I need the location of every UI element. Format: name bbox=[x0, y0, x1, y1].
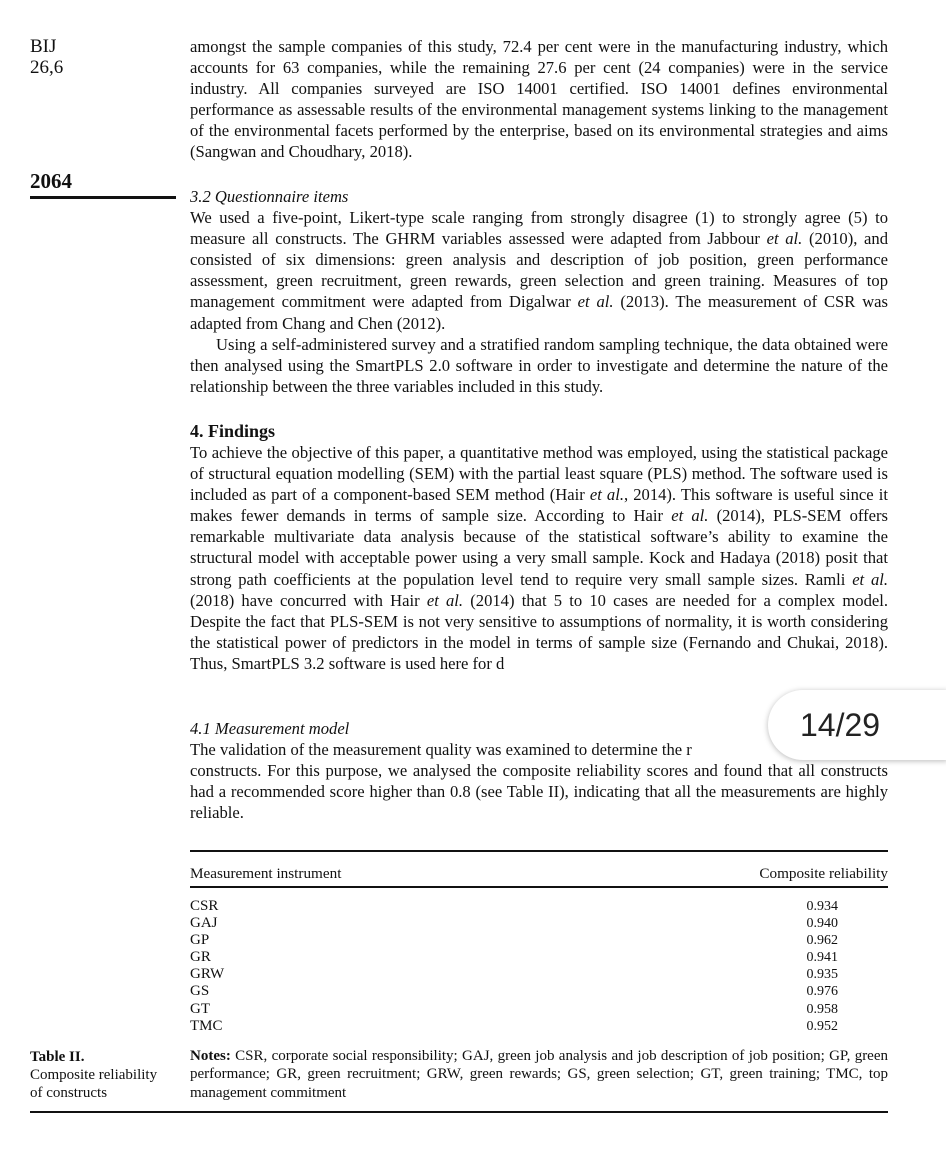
row-reliability: 0.958 bbox=[806, 1001, 838, 1017]
row-instrument: TMC bbox=[190, 1017, 223, 1034]
caption-title: Table II. bbox=[30, 1049, 85, 1065]
section-4-1-paragraph: constructs. For this purpose, we analysed the composite reliability scores and found that all constructs had a recommended score higher than 0.8 (see Table II), indicating that all the measurements are highly reliable. bbox=[190, 761, 888, 823]
journal-volume: 26,6 bbox=[30, 57, 64, 78]
row-instrument: GP bbox=[190, 932, 210, 949]
intro-block bbox=[190, 36, 888, 163]
notes-text: CSR, corporate social responsibility; GAJ, green job analysis and job description of job position; GP, green performance; GR, green recruitment; GRW, green rewards; GS, green selection; GT, green training; TMC, top management commitment bbox=[190, 1048, 888, 1101]
section-3-2 bbox=[190, 186, 888, 397]
section-4-1-line-1: The validation of the measurement quality was examined to determine the r bbox=[190, 740, 692, 760]
page-number-rule bbox=[30, 196, 176, 199]
row-reliability: 0.976 bbox=[806, 984, 838, 1000]
row-instrument: GS bbox=[190, 983, 210, 1000]
row-reliability: 0.934 bbox=[806, 899, 838, 914]
caption-line-1: Composite reliability bbox=[30, 1066, 158, 1083]
row-instrument: CSR bbox=[190, 898, 219, 914]
section-3-2-paragraph-1: We used a five-point, Likert-type scale ranging from strongly disagree (1) to strongly agree (5) to measure all constructs. The GHRM variables assessed were adapted from Jabbour et al. (2010), and consisted of six dimensions: green analysis and description of job position, green performance assessment, green recruitment, green rewards, green selection and green training. Measures of top management commitment were adapted from Digalwar et al. (2013). The measurement of CSR was adapted from Chang and Chen (2012). bbox=[190, 208, 888, 333]
table-row bbox=[190, 966, 838, 983]
table-header bbox=[190, 865, 888, 883]
table-row bbox=[190, 949, 838, 966]
table-row bbox=[190, 983, 838, 1000]
page-number: 2064 bbox=[30, 169, 72, 193]
journal-name: BIJ bbox=[30, 36, 57, 57]
section-3-2-paragraph-2: Using a self-administered survey and a stratified random sampling technique, the data obtained were then analysed using the SmartPLS 2.0 software in order to investigate and determine the nature of the relationship between the three variables included in this study. bbox=[190, 334, 888, 396]
table-row bbox=[190, 1001, 838, 1018]
table-header-instrument: Measurement instrument bbox=[190, 865, 342, 882]
table-row bbox=[190, 915, 838, 932]
row-reliability: 0.935 bbox=[806, 967, 838, 983]
row-instrument: GAJ bbox=[190, 915, 218, 932]
table-row bbox=[190, 932, 838, 949]
notes-label: Notes: bbox=[190, 1048, 231, 1064]
row-reliability: 0.952 bbox=[806, 1018, 838, 1034]
table-body bbox=[190, 898, 838, 1035]
table-header-reliability: Composite reliability bbox=[759, 865, 888, 882]
row-reliability: 0.940 bbox=[806, 916, 838, 932]
row-instrument: GT bbox=[190, 1000, 210, 1017]
journal-info bbox=[30, 36, 63, 78]
table-row bbox=[190, 1018, 838, 1035]
page-indicator[interactable]: 14/29 bbox=[768, 690, 946, 760]
row-reliability: 0.941 bbox=[806, 950, 838, 966]
section-4-paragraph: To achieve the objective of this paper, a quantitative method was employed, using the statistical package of structural equation modelling (SEM) with the partial least square (PLS) method. The software used is included as part of a component-based SEM method (Hair et al., 2014). This software is useful since it makes fewer demands in terms of sample size. According to Hair et al. (2014), PLS-SEM offers remarkable multivariate data analysis because of the statistical software’s ability to examine the structural model with acceptable power using a very small sample. Kock and Hadaya (2018) posit that strong path coefficients at the population level tend to require very small sample sizes. Ramli et al. (2018) have concurred with Hair et al. (2014) that 5 to 10 cases are needed for a complex model. Despite the fact that PLS-SEM is not very sensitive to assumptions of normality, it is worth considering the statistical power of predictors in the model in terms of sample size (Fernando and Chukai, 2018). Thus, SmartPLS 3.2 software is used here for d bbox=[190, 443, 888, 673]
caption-line-2: of constructs bbox=[30, 1084, 108, 1101]
table-row bbox=[190, 898, 838, 915]
section-4-1-heading: 4.1 Measurement model bbox=[190, 719, 350, 738]
section-4 bbox=[190, 420, 888, 674]
table-header-rule bbox=[190, 886, 888, 888]
row-instrument: GR bbox=[190, 949, 211, 966]
table-top-rule bbox=[190, 850, 888, 852]
row-instrument: GRW bbox=[190, 966, 225, 983]
section-3-2-heading: 3.2 Questionnaire items bbox=[190, 187, 349, 206]
intro-paragraph: amongst the sample companies of this study, 72.4 per cent were in the manufacturing industry, which accounts for 63 companies, while the remaining 27.6 per cent (24 companies) were in the service industry. All companies surveyed are ISO 14001 certified. ISO 14001 defines environmental performance as assessable results of the environmental management systems linking to the management of the environmental facets performed by the enterprise, based on its environmental strategies and aims (Sangwan and Choudhary, 2018). bbox=[190, 37, 888, 162]
section-4-heading: 4. Findings bbox=[190, 421, 276, 441]
table-notes bbox=[190, 1047, 888, 1102]
row-reliability: 0.962 bbox=[806, 933, 838, 949]
table-caption bbox=[30, 1049, 157, 1102]
table-bottom-rule bbox=[30, 1111, 888, 1113]
